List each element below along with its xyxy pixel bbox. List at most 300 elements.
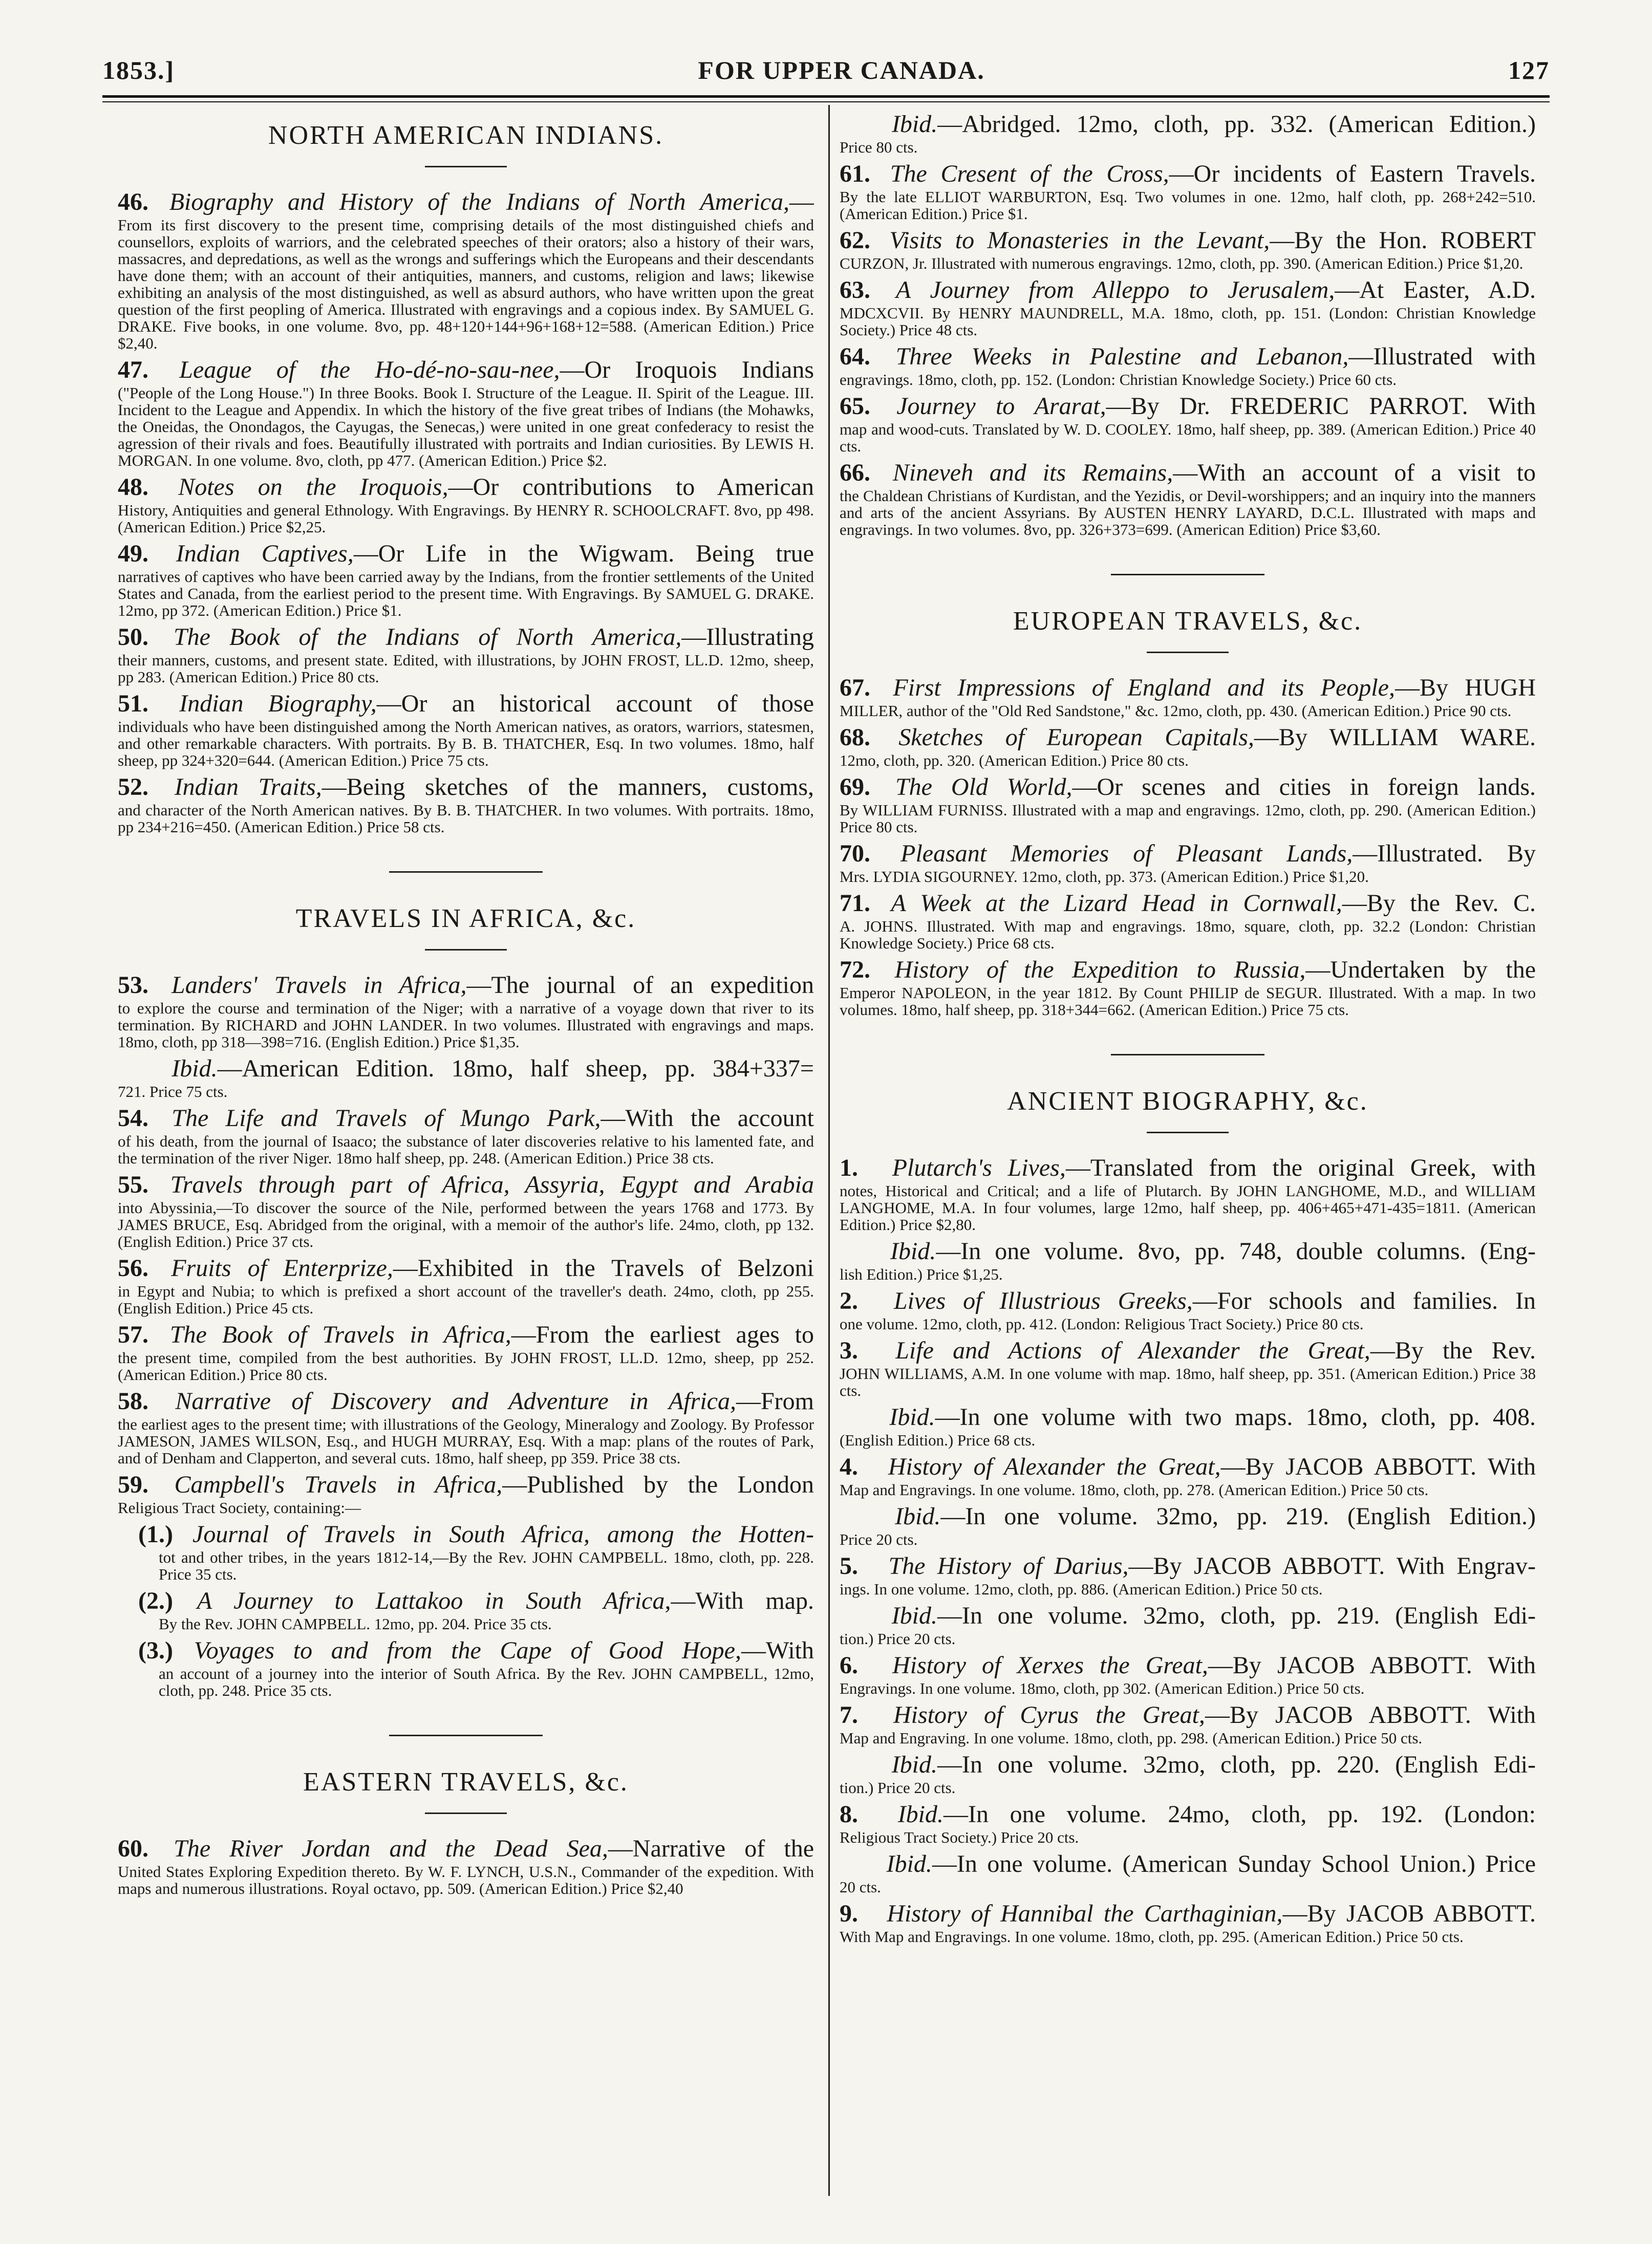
entry-description: narratives of captives who have been carried away by the Indians, from the frontier settlements of the United States and Canada, from the earliest period to the present time. With Engravings. By SAMUEL G. DRAKE. 12mo, pp 372. (American Edition.) Price $1. [118,568,814,619]
entry-heading-rest: —Undertaken by the [1305,956,1536,983]
catalogue-entry [118,971,814,1050]
entry-number: 57. [118,1321,148,1348]
entry-description: one volume. 12mo, cloth, pp. 412. (London: Religious Tract Society.) Price 80 cts. [840,1315,1364,1333]
section-separator [389,871,543,873]
entry-heading [840,276,1536,305]
entry-number: (2.) [138,1587,173,1614]
entry-number: 6. [840,1652,858,1679]
entry-heading-rest: —Illustrated with [1348,343,1536,370]
entry-description: tion.) Price 20 cts. [840,1779,956,1797]
section-title-rule [1147,1132,1229,1133]
entry-description: By the Rev. JOHN CAMPBELL. 12mo, pp. 204. Price 35 cts. [159,1615,552,1633]
entry-heading [840,889,1536,918]
entry-description: Emperor NAPOLEON, in the year 1812. By Count PHILIP de SEGUR. Illustrated. With a map. In two volumes. 18mo, half sheep, pp. 318+344=662. (American Edition.) Price 75 cts. [840,984,1536,1019]
entry-description: lish Edition.) Price $1,25. [840,1265,1003,1283]
entry-description: ings. In one volume. 12mo, cloth, pp. 886. (American Edition.) Price 50 cts. [840,1580,1323,1598]
entry-heading [840,1403,1536,1432]
entry-heading-rest: — [789,188,814,215]
entry-title: A Journey from Alleppo to Jerusalem, [896,276,1335,304]
catalogue-entry [840,1237,1536,1283]
entry-number: 1. [840,1154,858,1181]
entry-heading-rest: —Published by the London [502,1471,814,1498]
entry-title: Indian Biography, [179,690,377,717]
catalogue-entry [840,459,1536,538]
entry-title: Ibid. [891,111,938,138]
entry-number: 5. [840,1552,858,1580]
entry-number: 2. [840,1287,858,1314]
entry-heading [840,1602,1536,1630]
entry-heading [118,773,814,802]
section-separator [1111,1054,1264,1055]
entry-description: Religious Tract Society, containing:— [118,1499,361,1517]
catalogue-entry [840,1502,1536,1548]
entry-number: 59. [118,1471,148,1498]
entry-description: Map and Engraving. In one volume. 18mo, cloth, pp. 298. (American Edition.) Price 50 cts. [840,1729,1423,1747]
entry-heading [118,473,814,502]
entry-heading-rest: —By Dr. FREDERIC PARROT. With [1106,393,1536,420]
entry-number: 8. [840,1801,858,1828]
catalogue-entry [118,1054,814,1100]
catalogue-entry [118,188,814,352]
sub-entry [118,1587,814,1632]
entry-number: 7. [840,1701,858,1729]
catalogue-section [118,1735,814,1897]
entry-description: With Map and Engravings. In one volume. 18mo, cloth, pp. 295. (American Edition.) Price 50 cts. [840,1928,1464,1946]
left-column [118,110,814,1901]
entry-title: Ibid. [889,1404,935,1431]
entry-heading [118,623,814,652]
entry-description: By the late ELLIOT WARBURTON, Esq. Two volumes in one. 12mo, half cloth, pp. 268+242=510. (American Edition.) Price $1. [840,188,1536,223]
catalogue-entry [118,473,814,535]
entry-description: Religious Tract Society.) Price 20 cts. [840,1828,1079,1846]
entry-heading [138,1587,814,1615]
entry-description: Price 20 cts. [840,1530,918,1548]
entry-heading [840,110,1536,139]
entry-title: The Life and Travels of Mungo Park, [171,1105,601,1132]
entry-heading [840,392,1536,421]
entry-description: engravings. 18mo, cloth, pp. 152. (London: Christian Knowledge Society.) Price 60 cts. [840,371,1397,389]
entry-heading [118,1254,814,1283]
entry-number: 70. [840,840,870,867]
entry-heading-rest: —With the account [600,1105,814,1132]
entry-heading-rest: —Or an historical account of those [376,690,814,717]
right-column [840,110,1536,1949]
entry-heading [118,1835,814,1863]
entry-heading-rest: —Or Life in the Wigwam. Being true [353,540,814,567]
catalogue-entry [840,1800,1536,1846]
year-label: 1853.] [102,56,175,84]
catalogue-entry [118,689,814,769]
entry-heading-rest: —In one volume with two maps. 18mo, cloth, pp. 408. [935,1404,1536,1431]
entry-heading-rest: —American Edition. 18mo, half sheep, pp. 384+337= [217,1055,814,1082]
catalogue-entry [840,110,1536,156]
entry-description: Map and Engravings. In one volume. 18mo, cloth, pp. 278. (American Edition.) Price 50 cts. [840,1481,1429,1499]
entry-heading-rest: —By JACOB ABBOTT. With Engrav- [1128,1552,1536,1580]
entry-number: 65. [840,393,870,420]
entry-heading-rest: —By JACOB ABBOTT. [1282,1900,1536,1927]
section-title: NORTH AMERICAN INDIANS. [268,121,664,150]
entry-heading-rest: —By the Rev. [1370,1337,1536,1364]
catalogue-entry [840,1552,1536,1598]
catalogue-section [118,871,814,1699]
entry-description: into Abyssinia,—To discover the source of the Nile, performed between the years 1768 and 1773. By JAMES BRUCE, Esq. Abridged from the original, with a memoir of the author's life. 24mo, cloth, pp 132. (English Edition.) Price 37 cts. [118,1199,814,1250]
catalogue-entry [840,889,1536,952]
catalogue-section [840,110,1536,538]
entry-title: History of Hannibal the Carthaginian, [887,1900,1283,1927]
sub-entry [118,1636,814,1699]
entry-description: Engravings. In one volume. 18mo, cloth, pp 302. (American Edition.) Price 50 cts. [840,1679,1365,1697]
entry-description: to explore the course and termination of the Niger; with a narrative of a voyage down that river to its termination. By RICHARD and JOHN LANDER. In two volumes. Illustrated with engravings and maps. 18mo, cloth, pp 318—398=716. (English Edition.) Price $1,35. [118,999,814,1051]
entry-title: Journey to Ararat, [896,393,1106,420]
column-divider [828,105,830,2196]
entry-title: Ibid. [891,1751,937,1778]
entry-number: 54. [118,1105,148,1132]
entry-heading [840,1701,1536,1730]
catalogue-entry [840,1900,1536,1945]
entry-heading [118,1171,814,1199]
catalogue-entry [118,540,814,619]
entry-description: By WILLIAM FURNISS. Illustrated with a map and engravings. 12mo, cloth, pp. 290. (American Edition.) Price 80 cts. [840,801,1536,836]
entry-heading-rest: —By the Hon. ROBERT [1270,227,1536,254]
entry-heading [840,342,1536,371]
entry-number: 63. [840,276,870,304]
entry-heading-rest: —Translated from the original Greek, with [1065,1154,1536,1181]
entry-heading [840,1154,1536,1182]
section-title-rule [1147,652,1229,653]
header-rule-thick [102,95,1550,98]
catalogue-section [840,574,1536,1018]
catalogue-entry [840,839,1536,885]
catalogue-entry [840,1154,1536,1233]
entry-title: Travels through part of Africa, Assyria, Egypt and Arabia [170,1171,814,1198]
entry-description: individuals who have been distinguished among the North American natives, as orators, warriors, statesmen, and other remarkable characters. With portraits. By B. B. THATCHER, Esq. In two volumes. 18mo, half sheep, pp 324+320=644. (American Edition.) Price 75 cts. [118,718,814,769]
catalogue-entry [840,226,1536,272]
entry-description: the present time, compiled from the best authorities. By JOHN FROST, LL.D. 12mo, sheep, pp 252. (American Edition.) Price 80 cts. [118,1349,814,1384]
entry-heading [118,1104,814,1133]
entry-heading [840,1751,1536,1779]
catalogue-entry [840,1651,1536,1697]
entry-title: History of Cyrus the Great, [893,1701,1205,1729]
catalogue-entry [118,623,814,685]
entry-title: Three Weeks in Palestine and Lebanon, [895,343,1349,370]
entry-title: Ibid. [890,1238,936,1265]
entry-description: History, Antiquities and general Ethnology. With Engravings. By HENRY R. SCHOOLCRAFT. 8vo, pp 498. (American Edition.) Price $2,25. [118,501,814,536]
catalogue-entry [118,356,814,469]
catalogue-entry [840,1403,1536,1449]
entry-title: The History of Darius, [888,1552,1129,1580]
catalogue-entry [840,160,1536,222]
entry-heading-rest: —Exhibited in the Travels of Belzoni [393,1255,814,1282]
entry-number: 60. [118,1835,148,1862]
entry-heading-rest: —Illustrating [681,623,814,651]
catalogue-entry [840,1602,1536,1647]
entry-title: Sketches of European Capitals, [898,724,1254,751]
entry-heading [840,1453,1536,1481]
entry-heading [840,839,1536,868]
entry-title: Ibid. [897,1801,944,1828]
entry-heading-rest: —Or scenes and cities in foreign lands. [1072,773,1536,801]
entry-heading [138,1520,814,1549]
entry-title: Indian Traits, [174,773,322,801]
entry-heading-rest: —With an account of a visit to [1173,459,1536,486]
entry-heading-rest: —For schools and families. In [1192,1287,1536,1314]
entry-heading-rest: —In one volume. 24mo, cloth, pp. 192. (London: [943,1801,1536,1828]
entry-heading [840,1651,1536,1680]
entry-heading-rest: —By the Rev. C. [1342,890,1536,917]
entry-title: The Old World, [895,773,1072,801]
section-title-rule [425,1813,507,1814]
entry-heading [840,1336,1536,1365]
entry-number: (1.) [138,1521,173,1548]
entry-description: From its first discovery to the present time, comprising details of the most distinguished chiefs and counsellors, exploits of warriors, and the celebrated speeches of their orators; also a history of their wars, massacres, and depredations, as well as the wrongs and sufferings which the Europeans and their descendants have done them; with an account of their antiquities, manners, and customs, religion and laws; likewise exhibiting an analysis of the most distinguished, as well as absurd authors, who have written upon the great question of the first peopling of America. Illustrated with engravings and a copious index. By SAMUEL G. DRAKE. Five books, in one volume. 8vo, pp. 48+120+144+96+168+12=588. (American Edition.) Price $2,40. [118,216,814,352]
entry-heading [840,160,1536,188]
section-title: EASTERN TRAVELS, &c. [303,1767,629,1797]
entry-description: tot and other tribes, in the years 1812-14,—By the Rev. JOHN CAMPBELL. 18mo, cloth, pp. 228. Price 35 cts. [159,1548,814,1583]
entry-title: Plutarch's Lives, [892,1154,1066,1181]
entry-title: The Book of the Indians of North America, [173,623,682,651]
entry-description: their manners, customs, and present state. Edited, with illustrations, by JOHN FROST, LL.D. 12mo, sheep, pp 283. (American Edition.) Price 80 cts. [118,651,814,686]
entry-description: JOHN WILLIAMS, A.M. In one volume with map. 18mo, half sheep, pp. 351. (American Edition.) Price 38 cts. [840,1365,1536,1399]
entry-heading-rest: —In one volume. 32mo, pp. 219. (English Edition.) [940,1503,1536,1530]
section-title-rule [425,949,507,951]
entry-heading-rest: —By JACOB ABBOTT. With [1220,1453,1536,1480]
entry-heading-rest: —By JACOB ABBOTT. With [1208,1652,1536,1679]
catalogue-entry [118,773,814,835]
running-title: FOR UPPER CANADA. [698,56,985,84]
entry-title: Ibid. [886,1850,932,1878]
entry-heading [840,1552,1536,1581]
entry-title: Pleasant Memories of Pleasant Lands, [900,840,1353,867]
entry-description: of his death, from the journal of Isaaco; the substance of later discoveries relative to his lamented fate, and the termination of the river Niger. 18mo half sheep, pp. 248. (American Edition.) Price 38 cts. [118,1132,814,1167]
entry-heading [840,226,1536,255]
catalogue-entry [118,1471,814,1516]
entry-description: notes, Historical and Critical; and a life of Plutarch. By JOHN LANGHOME, M.D., and WILLIAM LANGHOME, M.A. In four volumes, large 12mo, half sheep, pp. 406+465+471-435=1811. (American Edition.) Price $2,80. [840,1182,1536,1234]
entry-title: Biography and History of the Indians of North America, [169,188,789,215]
catalogue-entry [118,1835,814,1897]
entry-description: CURZON, Jr. Illustrated with numerous engravings. 12mo, cloth, pp. 390. (American Edition.) Price $1,20. [840,254,1524,272]
entry-title: First Impressions of England and its People, [893,674,1395,701]
catalogue-entry [840,342,1536,388]
entry-title: Visits to Monasteries in the Levant, [889,227,1270,254]
entry-number: 62. [840,227,870,254]
entry-title: The Cresent of the Cross, [890,160,1169,187]
entry-title: Indian Captives, [176,540,354,567]
entry-title: Journal of Travels in South Africa, among the Hotten- [192,1521,814,1548]
running-head [102,47,1550,93]
entry-heading [118,971,814,1000]
entry-number: 9. [840,1900,858,1927]
entry-number: (3.) [138,1637,173,1664]
entry-heading [118,1054,814,1083]
entry-number: 50. [118,623,148,651]
entry-heading-rest: —Or Iroquois Indians [560,356,814,383]
entry-number: 64. [840,343,870,370]
catalogue-entry [840,1701,1536,1746]
entry-heading-rest: —From [736,1388,814,1415]
entry-title: Ibid. [891,1602,937,1629]
entry-title: History of Xerxes the Great, [892,1652,1208,1679]
entry-description: tion.) Price 20 cts. [840,1630,956,1648]
entry-heading [118,540,814,568]
catalogue-entry [840,956,1536,1018]
entry-description: an account of a journey into the interior of South Africa. By the Rev. JOHN CAMPBELL, 12mo, cloth, pp. 248. Price 35 cts. [159,1665,814,1699]
entry-heading [118,689,814,718]
entry-heading [118,1321,814,1349]
entry-number: 48. [118,473,148,501]
entry-heading-rest: —Illustrated. By [1353,840,1536,867]
catalogue-entry [118,1387,814,1466]
entry-description: ("People of the Long House.") In three Books. Book I. Structure of the League. II. Spirit of the League. III. Incident to the League and Appendix. In which the history of the five great tribes of Indians (the Mohawks, the Oneidas, the Onondagos, the Cayugas, the Senecas,) were united in one great confederacy to resist the agression of their rivals and foes. Beautifully illustrated with portraits and Indian curiosities. By LEWIS H. MORGAN. In one volume. 8vo, cloth, pp 477. (American Edition.) Price $2. [118,384,814,469]
entry-title: History of the Expedition to Russia, [894,956,1306,983]
entry-description: MILLER, author of the "Old Red Sandstone," &c. 12mo, cloth, pp. 430. (American Edition.) Price 90 cts. [840,702,1512,720]
section-title: TRAVELS IN AFRICA, &c. [295,904,636,933]
entry-number: 61. [840,160,870,187]
entry-number: 47. [118,356,148,383]
entry-number: 68. [840,724,870,751]
entry-number: 66. [840,459,870,486]
catalogue-entry [118,1104,814,1167]
entry-heading-rest: —Or incidents of Eastern Travels. [1169,160,1536,187]
entry-description: map and wood-cuts. Translated by W. D. COOLEY. 18mo, half sheep, pp. 389. (American Edition.) Price 40 cts. [840,420,1536,455]
entry-title: Narrative of Discovery and Adventure in Africa, [175,1388,736,1415]
catalogue-entry [118,1171,814,1250]
entry-heading-rest: —Or contributions to American [448,473,814,501]
catalogue-section [840,1054,1536,1945]
catalogue-entry [840,276,1536,338]
entry-number: 46. [118,188,148,215]
entry-heading [118,356,814,384]
catalogue-entry [840,1287,1536,1332]
entry-description: 721. Price 75 cts. [118,1083,228,1101]
catalogue-entry [840,1850,1536,1895]
entry-heading-rest: —Being sketches of the manners, customs, [321,773,814,801]
entry-heading-rest: —In one volume. 32mo, cloth, pp. 220. (English Edi- [937,1751,1536,1778]
entry-heading-rest: —In one volume. (American Sunday School Union.) Price [932,1850,1536,1878]
section-title: ANCIENT BIOGRAPHY, &c. [1007,1087,1368,1116]
entry-heading-rest: —The journal of an expedition [466,972,814,999]
entry-description: Mrs. LYDIA SIGOURNEY. 12mo, cloth, pp. 373. (American Edition.) Price $1,20. [840,868,1369,886]
entry-title: League of the Ho-dé-no-sau-nee, [179,356,560,383]
entry-title: A Journey to Lattakoo in South Africa, [197,1587,671,1614]
catalogue-entry [840,1751,1536,1796]
entry-heading [840,956,1536,984]
entry-heading [840,1800,1536,1829]
entry-number: 58. [118,1388,148,1415]
entry-heading [118,1471,814,1499]
entry-heading-rest: —In one volume. 8vo, pp. 748, double columns. (Eng- [936,1238,1536,1265]
catalogue-entry [840,674,1536,719]
entry-heading [840,1287,1536,1315]
entry-title: Campbell's Travels in Africa, [174,1471,503,1498]
entry-title: Ibid. [171,1055,218,1082]
entry-heading [840,773,1536,802]
entry-number: 55. [118,1171,148,1198]
entry-title: Life and Actions of Alexander the Great, [895,1337,1370,1364]
section-separator [389,1735,543,1736]
catalogue-entry [118,1254,814,1317]
page-number: 127 [1508,56,1550,84]
entry-heading-rest: —Abridged. 12mo, cloth, pp. 332. (American Edition.) [937,111,1536,138]
entry-heading [840,674,1536,702]
section-title-rule [425,166,507,167]
entry-number: 51. [118,690,148,717]
entry-heading [840,1900,1536,1928]
entry-number: 72. [840,956,870,983]
entry-number: 52. [118,773,148,801]
entry-title: Landers' Travels in Africa, [171,972,467,999]
entry-heading-rest: —In one volume. 32mo, cloth, pp. 219. (English Edi- [937,1602,1536,1629]
entry-heading [118,188,814,217]
entry-description: in Egypt and Nubia; to which is prefixed a short account of the traveller's death. 24mo, cloth, pp 255. (English Edition.) Price 45 cts. [118,1282,814,1317]
catalogue-section [118,120,814,835]
catalogue-entry [840,773,1536,835]
entry-heading-rest: —By WILLIAM WARE. [1254,724,1536,751]
section-title: EUROPEAN TRAVELS, &c. [1013,607,1363,636]
entry-number: 69. [840,773,870,801]
catalogue-entry [118,1321,814,1383]
entry-number: 71. [840,890,870,917]
sub-entry [118,1520,814,1583]
catalogue-entry [840,1336,1536,1399]
entry-title: The Book of Travels in Africa, [169,1321,511,1348]
entry-heading-rest: —From the earliest ages to [511,1321,814,1348]
entry-title: Notes on the Iroquois, [178,473,448,501]
entry-heading-rest: —By JACOB ABBOTT. With [1205,1701,1536,1729]
entry-heading-rest: —With map. [671,1587,814,1614]
entry-heading [118,1387,814,1416]
entry-title: Nineveh and its Remains, [892,459,1173,486]
entry-title: Lives of Illustrious Greeks, [893,1287,1193,1314]
entry-heading-rest: —By HUGH [1394,674,1536,701]
entry-title: The River Jordan and the Dead Sea, [174,1835,608,1862]
header-rule-thin [102,101,1550,102]
entry-heading [840,459,1536,487]
entry-title: History of Alexander the Great, [888,1453,1221,1480]
entry-number: 49. [118,540,148,567]
entry-description: United States Exploring Expedition thereto. By W. F. LYNCH, U.S.N., Commander of the expedition. With maps and numerous illustrations. Royal octavo, pp. 509. (American Edition.) Price $2,40 [118,1863,814,1897]
entry-number: 67. [840,674,870,701]
entry-heading-rest: —With [741,1637,814,1664]
entry-description: A. JOHNS. Illustrated. With map and engravings. 18mo, square, cloth, pp. 32.2 (London: Christian Knowledge Society.) Price 68 cts. [840,917,1536,952]
entry-description: the earliest ages to the present time; with illustrations of the Geology, Mineralogy and Zoology. By Professor JAMESON, JAMES WILSON, Esq., and HUGH MURRAY, Esq. With a map: plans of the routes of Park, and of Denham and Clapperton, and several cuts. 18mo, half sheep, pp 359. Price 38 cts. [118,1415,814,1467]
entry-number: 4. [840,1453,858,1480]
entry-title: A Week at the Lizard Head in Cornwall, [891,890,1342,917]
entry-description: (English Edition.) Price 68 cts. [840,1431,1036,1449]
entry-heading [138,1636,814,1665]
entry-heading [840,1502,1536,1531]
entry-number: 3. [840,1337,858,1364]
catalogue-entry [840,392,1536,455]
catalogue-entry [840,1453,1536,1498]
entry-description: and character of the North American natives. By B. B. THATCHER. In two volumes. With portraits. 18mo, pp 234+216=450. (American Edition.) Price 58 cts. [118,801,814,836]
entry-heading [840,1237,1536,1266]
entry-description: 20 cts. [840,1878,881,1896]
entry-description: Price 80 cts. [840,138,918,156]
entry-title: Fruits of Enterprize, [171,1255,393,1282]
entry-number: 53. [118,972,148,999]
entry-number: 56. [118,1255,148,1282]
entry-heading [840,723,1536,752]
entry-title: Voyages to and from the Cape of Good Hope, [194,1637,741,1664]
entry-heading [840,1850,1536,1879]
entry-title: Ibid. [895,1503,941,1530]
entry-heading-rest: —Narrative of the [608,1835,814,1862]
entry-heading-rest: —At Easter, A.D. [1335,276,1536,304]
entry-description: the Chaldean Christians of Kurdistan, and the Yezidis, or Devil-worshippers; and an inquiry into the manners and arts of the ancient Assyrians. By AUSTEN HENRY LAYARD, D.C.L. Illustrated with maps and engravings. In two volumes. 8vo, pp. 326+373=699. (American Edition) Price $3,60. [840,487,1536,538]
section-separator [1111,574,1264,575]
entry-description: 12mo, cloth, pp. 320. (American Edition.) Price 80 cts. [840,751,1189,769]
catalogue-entry [840,723,1536,769]
